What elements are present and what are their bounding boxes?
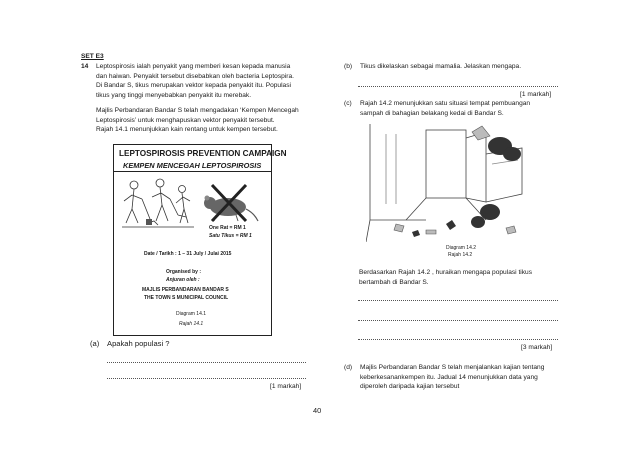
- organiser-label-ms: Anjuran oleh :: [166, 277, 200, 283]
- campaign-date: Date / Tarikh : 1 – 31 July / Julai 2015: [144, 251, 232, 257]
- question-c-text: [360, 99, 530, 118]
- banner-subtitle: KEMPEN MENCEGAH LEPTOSPIROSIS: [123, 161, 262, 170]
- crossed-rat-icon: [196, 181, 260, 225]
- text-line: dan haiwan. Penyakit tersebut disebabkan oleh bacteria Leptospira.: [96, 72, 294, 80]
- rat-reward-ms: Satu Tikus = RM 1: [209, 233, 252, 239]
- diagram-14-2-caption-en: Diagram 14.2: [446, 245, 477, 251]
- set-label: SET E3: [81, 53, 104, 60]
- diagram-14-2-caption-ms: Rajah 14.2: [448, 252, 473, 258]
- answer-line-c1[interactable]: [358, 300, 558, 301]
- answer-line-b1[interactable]: [358, 86, 558, 87]
- garbage-scene-illustration: [366, 124, 526, 242]
- answer-line-a2[interactable]: [107, 378, 306, 379]
- answer-line-a1[interactable]: [107, 362, 306, 363]
- text-line: keberkesanankempen itu. Jadual 14 menunjukkan data yang: [360, 373, 538, 381]
- text-line: sampah di bahagian belakang kedai di Bandar S.: [360, 109, 504, 117]
- council-name-en: THE TOWN S MUNICIPAL COUNCIL: [144, 295, 229, 301]
- answer-line-c3[interactable]: [358, 339, 558, 340]
- text-line: Di Bandar S, tikus merupakan vektor kepada penyakit itu. Populasi: [96, 82, 291, 90]
- text-line: tikus yang tinggi menyebabkan penyakit itu merebak.: [96, 91, 252, 99]
- intro-paragraph: [96, 62, 294, 100]
- rat-reward-en: One Rat = RM 1: [209, 225, 246, 231]
- question-a-text: Apakah populasi ?: [107, 339, 170, 348]
- text-line: Rajah 14.2 menunjukkan satu situasi tempat pembuangan: [360, 100, 531, 107]
- question-d-label: (d): [344, 364, 353, 371]
- question-b-label: (b): [344, 63, 353, 70]
- question-a-label: (a): [90, 339, 100, 348]
- text-line: Leptospirosis ialah penyakit yang memberi kesan kepada manusia: [96, 63, 291, 70]
- question-a-marks: [1 markah]: [270, 383, 302, 390]
- banner-divider: [114, 171, 271, 172]
- banner-title: LEPTOSPIROSIS PREVENTION CAMPAIGN: [119, 149, 287, 158]
- campaign-banner: [113, 144, 287, 336]
- cleaning-people-illustration: [120, 175, 196, 237]
- organiser-label-en: Organised by :: [166, 269, 202, 275]
- question-b-text: Tikus dikelaskan sebagai mamalia. Jelaskan mengapa.: [360, 63, 522, 70]
- page-number: 40: [313, 406, 322, 415]
- text-line: Berdasarkan Rajah 14.2 , huraikan mengapa populasi tikus: [359, 269, 533, 276]
- answer-line-c2[interactable]: [358, 320, 558, 321]
- question-c-prompt: [359, 268, 532, 287]
- diagram-14-1-caption-ms: Rajah 14.1: [179, 321, 204, 327]
- diagram-14-1-caption-en: Diagram 14.1: [176, 311, 207, 317]
- council-name-ms: MAJLIS PERBANDARAN BANDAR S: [142, 287, 229, 293]
- question-b-marks: [1 markah]: [520, 91, 552, 98]
- campaign-paragraph: [96, 106, 299, 135]
- question-c-label: (c): [344, 100, 352, 107]
- text-line: Majlis Perbandaran Bandar S telah menjalankan kajian tentang: [360, 364, 545, 371]
- text-line: Leptospirosis’ untuk menghapuskan vektor penyakit tersebut.: [96, 116, 275, 124]
- text-line: Rajah 14.1 menunjukkan kain rentang untuk kempen tersebut.: [96, 126, 278, 134]
- text-line: Majlis Perbandaran Bandar S telah mengadakan ‘Kempen Mencegah: [96, 107, 299, 114]
- text-line: bertambah di Bandar S.: [359, 278, 429, 286]
- question-c-marks: [3 markah]: [521, 344, 553, 351]
- question-number: 14: [81, 63, 89, 70]
- text-line: diperoleh daripada kajian tersebut: [360, 383, 460, 391]
- question-d-text: [360, 363, 544, 392]
